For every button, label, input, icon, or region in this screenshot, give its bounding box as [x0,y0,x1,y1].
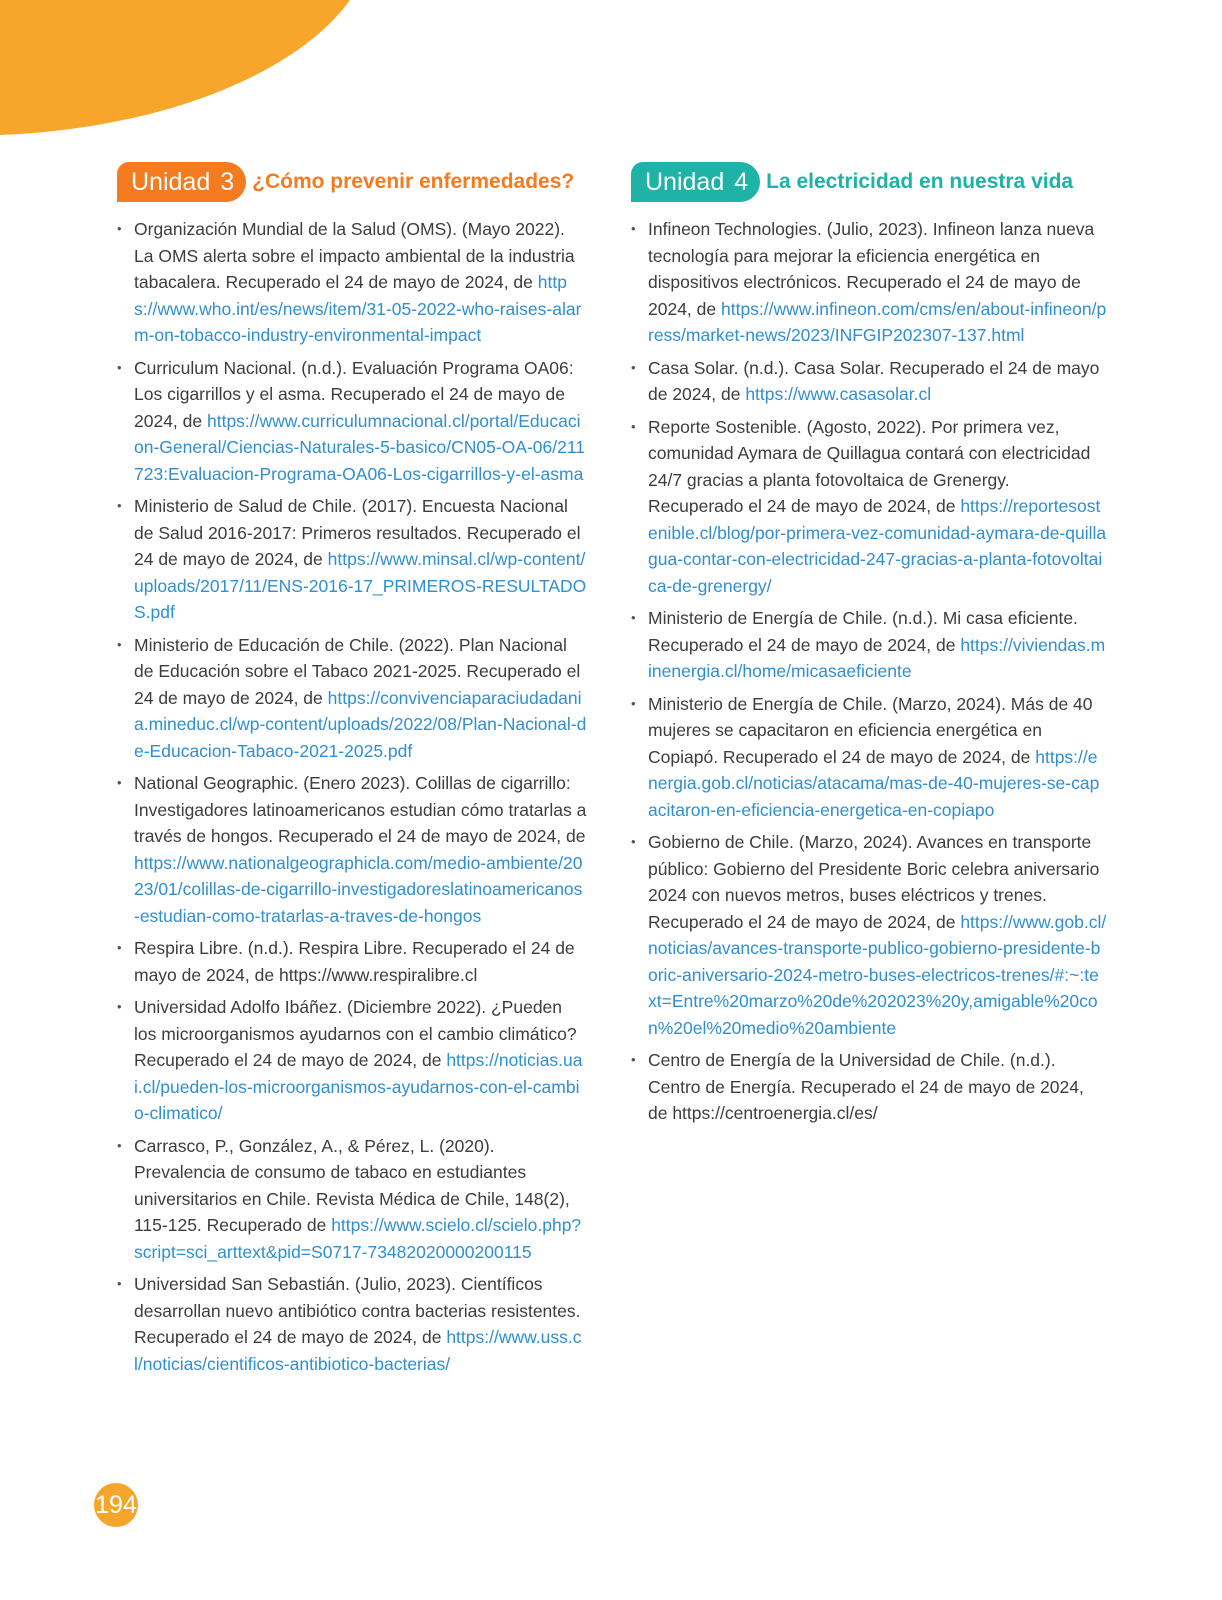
reference-link[interactable]: https://www.nationalgeographicla.com/medio-ambiente/2023/01/colillas-de-cigarrillo-investigadoreslatinoamericanos-estudian-como-tratarlas-a-traves-de-hongos [134,852,583,926]
reference-item [117,935,587,988]
reference-text: Ministerio de Energía de Chile. (Marzo, 2024). Más de 40 mujeres se capacitaron en eficiencia energética en Copiapó. Recuperado el 24 de mayo de 2024, de [648,693,1093,767]
reference-text: Respira Libre. (n.d.). Respira Libre. Recuperado el 24 de mayo de 2024, de https://www.respiralibre.cl [134,938,575,985]
reference-text: Gobierno de Chile. (Marzo, 2024). Avances en transporte público: Gobierno del Presidente Boric celebra aniversario 2024 con nuevos metros, buses eléctricos y trenes. Recuperado el 24 de mayo de 2024, de [648,832,1100,932]
reference-link[interactable]: https://energia.gob.cl/noticias/atacama/mas-de-40-mujeres-se-capacitaron-en-eficiencia-energetica-en-copiapo [648,746,1100,820]
reference-text: Reporte Sostenible. (Agosto, 2022). Por primera vez, comunidad Aymara de Quillagua contará con electricidad 24/7 gracias a planta fotovoltaica de Grenergy. Recuperado el 24 de mayo de 2024, de [648,416,1091,516]
reference-text: Carrasco, P., González, A., & Pérez, L. (2020). Prevalencia de consumo de tabaco en estudiantes universitarios en Chile. Revista Médica de Chile, 148(2), 115-125. Recuperado de [134,1135,570,1235]
reference-link[interactable]: https://www.minsal.cl/wp-content/uploads/2017/11/ENS-2016-17_PRIMEROS-RESULTADOS.pdf [134,549,587,622]
reference-link[interactable]: https://www.curriculumnacional.cl/portal/Educacion-General/Ciencias-Naturales-5-basico/CN05-OA-06/211723:Evaluacion-Programa-OA06-Los-cigarrillos-y-el-asma [134,410,585,484]
reference-item [117,770,587,929]
reference-link[interactable]: https://reportesostenible.cl/blog/por-primera-vez-comunidad-aymara-de-quillagua-contar-con-electricidad-247-gracias-a-planta-fotovoltaica-de-grenergy/ [648,496,1107,596]
reference-item [631,355,1107,408]
reference-link[interactable]: https://www.uss.cl/noticias/cientificos-antibiotico-bacterias/ [134,1327,582,1374]
reference-link[interactable]: https://www.gob.cl/noticias/avances-transporte-publico-gobierno-presidente-boric-aniversario-2024-metro-buses-electricos-trenes/#:~:text=Entre%20marzo%20de%202023%20y,amigable%20con%20el%20medio%20ambiente [648,911,1107,1038]
reference-link[interactable]: https://noticias.uai.cl/pueden-los-microorganismos-ayudarnos-con-el-cambio-climatico/ [134,1050,583,1123]
reference-link[interactable]: https://www.casasolar.cl [745,384,932,404]
reference-item [631,605,1107,685]
reference-text: Universidad San Sebastián. (Julio, 2023). Científicos desarrollan nuevo antibiótico contra bacterias resistentes. Recuperado el 24 de mayo de 2024, de [134,1274,581,1347]
unit4-title: La electricidad en nuestra vida [766,170,1074,193]
reference-text: Ministerio de Energía de Chile. (n.d.). Mi casa eficiente. Recuperado el 24 de mayo de 2024, de [648,608,1078,655]
reference-item [117,216,587,349]
unit3-column [117,162,587,1383]
unit4-badge [631,162,760,202]
reference-item [631,1047,1107,1127]
unit3-label: Unidad [131,168,211,196]
reference-item [631,691,1107,824]
reference-link[interactable]: https://viviendas.minenergia.cl/home/micasaeficiente [648,634,1106,681]
reference-link[interactable]: https://convivenciaparaciudadania.mineduc.cl/wp-content/uploads/2022/08/Plan-Nacional-de-Educacion-Tabaco-2021-2025.pdf [134,687,587,761]
reference-text: Universidad Adolfo Ibáñez. (Diciembre 2022). ¿Pueden los microorganismos ayudarnos con el cambio climático? Recuperado el 24 de mayo de 2024, de [134,997,577,1070]
reference-link[interactable]: https://www.who.int/es/news/item/31-05-2022-who-raises-alarm-on-tobacco-industry-environmental-impact [134,272,582,345]
unit4-column [631,162,1107,1133]
unit4-header [631,162,1107,202]
reference-item [117,994,587,1127]
reference-link[interactable]: https://www.scielo.cl/scielo.php?script=sci_arttext&pid=S0717-73482020000200115 [134,1215,582,1262]
reference-item [117,355,587,488]
unit4-number: 4 [734,168,749,196]
unit3-header [117,162,587,202]
reference-item [117,1271,587,1377]
unit3-badge [117,162,246,202]
reference-link[interactable]: https://www.infineon.com/cms/en/about-infineon/press/market-news/2023/INFGIP202307-137.html [648,298,1107,345]
reference-item [631,414,1107,600]
reference-text: Centro de Energía de la Universidad de Chile. (n.d.). Centro de Energía. Recuperado el 24 de mayo de 2024, de https://centroenergia.cl/es/ [648,1050,1084,1123]
reference-text: Infineon Technologies. (Julio, 2023). Infineon lanza nueva tecnología para mejorar la eficiencia energética en dispositivos electrónicos. Recuperado el 24 de mayo de 2024, de [648,219,1095,319]
reference-text: Ministerio de Salud de Chile. (2017). Encuesta Nacional de Salud 2016-2017: Primeros resultados. Recuperado el 24 de mayo de 2024, de [134,496,581,569]
reference-item [117,493,587,626]
reference-text: Casa Solar. (n.d.). Casa Solar. Recuperado el 24 de mayo de 2024, de [648,357,1100,404]
reference-item [117,632,587,765]
unit4-reference-list [631,216,1107,1127]
reference-item [631,829,1107,1041]
unit3-number: 3 [220,168,235,196]
unit3-reference-list [117,216,587,1377]
unit4-label: Unidad [645,168,725,196]
reference-text: Ministerio de Educación de Chile. (2022). Plan Nacional de Educación sobre el Tabaco 2021-2025. Recuperado el 24 de mayo de 2024, de [134,634,581,708]
reference-text: Curriculum Nacional. (n.d.). Evaluación Programa OA06: Los cigarrillos y el asma. Recuperado el 24 de mayo de 2024, de [134,357,574,431]
reference-item [631,216,1107,349]
reference-text: Organización Mundial de la Salud (OMS). (Mayo 2022). La OMS alerta sobre el impacto ambiental de la industria tabacalera. Recuperado el 24 de mayo de 2024, de [134,219,575,292]
reference-item [117,1133,587,1266]
decorative-corner-shape [0,0,360,140]
page-number: 194 [94,1483,138,1527]
reference-text: National Geographic. (Enero 2023). Colillas de cigarrillo: Investigadores latinoamericanos estudian cómo tratarlas a través de hongos. Recuperado el 24 de mayo de 2024, de [134,773,587,846]
unit3-title: ¿Cómo prevenir enfermedades? [252,170,575,193]
